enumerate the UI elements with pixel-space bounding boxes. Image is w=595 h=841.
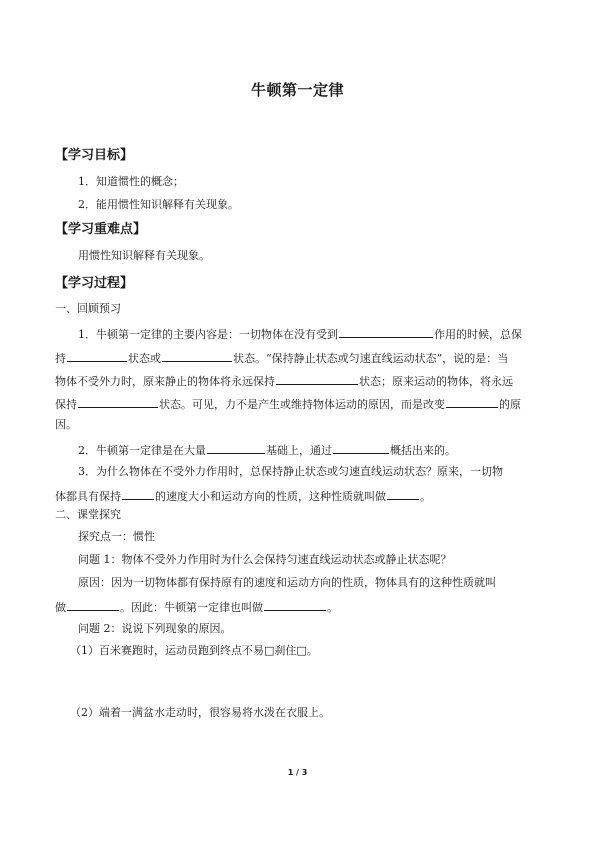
answer-blank[interactable] (78, 396, 158, 408)
q1-text-f: 物体不受外力时，原来静止的物体将永远保持 (55, 375, 275, 388)
q1-text-g: 状态；原来运动的物体，将永远 (359, 375, 513, 388)
reason-line2 (55, 599, 338, 615)
inquiry-point-1: 探究点一：惯性 (78, 530, 155, 543)
q1-text-i: 状态。可见，力不是产生或维持物体运动的原因，而是改变 (159, 398, 445, 411)
q2-text-b: 基础上，通过 (266, 444, 332, 457)
q1-line5: 因。 (55, 418, 77, 431)
phenomenon-item-1: （1）百米赛跑时，运动员跑到终点不易□刹住□。 (70, 644, 318, 657)
part2-heading: 二、课堂探究 (55, 508, 121, 521)
answer-blank[interactable] (446, 396, 498, 408)
answer-blank[interactable] (67, 599, 119, 611)
reason-text-c: 。 (327, 601, 338, 614)
reason-line1: 原因：因为一切物体都有保持原有的速度和运动方向的性质，物体具有的这种性质就叫 (78, 576, 496, 589)
page-title: 牛顿第一定律 (250, 81, 344, 99)
page-number: 1 / 3 (287, 768, 308, 777)
q1-line1 (78, 326, 522, 342)
goal-item-1: 1．知道惯性的概念； (78, 175, 184, 188)
answer-blank[interactable] (162, 350, 232, 362)
q1-line2 (55, 350, 508, 366)
q1-text-e: 状态。“保持静止状态或匀速直线运动状态”，说的是：当 (233, 352, 509, 365)
q1-text-c: 持 (55, 352, 66, 365)
answer-blank[interactable] (333, 442, 389, 454)
reason-text-a: 做 (55, 601, 66, 614)
q2-text-a: 2．牛顿第一定律是在大量 (78, 444, 206, 457)
q1-text-h: 保持 (55, 398, 77, 411)
answer-blank[interactable] (264, 599, 326, 611)
q3-line1: 3．为什么物体在不受外力作用时，总保持静止状态或匀速直线运动状态？原来，一切物 (78, 465, 503, 478)
q1-text-b: 作用的时候，总保 (434, 328, 522, 341)
q1-line4 (55, 396, 521, 412)
q3-text-a: 体都具有保持 (55, 490, 121, 503)
q2-text-c: 概括出来的。 (390, 444, 456, 457)
answer-blank[interactable] (339, 326, 433, 338)
q1-text-a: 1．牛顿第一定律的主要内容是：一切物体在没有受到 (78, 328, 338, 341)
problem-1: 问题 1：物体不受外力作用时为什么会保持匀速直线运动状态或静止状态呢？ (78, 553, 452, 566)
q3-text-c: 。 (420, 490, 431, 503)
q2-line (78, 442, 456, 458)
section-key-points: 【学习重难点】 (55, 222, 147, 237)
key-point-text: 用惯性知识解释有关现象。 (78, 249, 210, 262)
section-learning-process: 【学习过程】 (55, 276, 134, 291)
part1-heading: 一、回顾预习 (55, 302, 121, 315)
answer-blank[interactable] (387, 488, 419, 500)
q3-line2 (55, 488, 431, 504)
problem-2: 问题 2：说说下列现象的原因。 (78, 622, 232, 635)
phenomenon-item-2: （2）端着一满盆水走动时，很容易将水泼在衣服上。 (70, 706, 330, 719)
section-learning-goals: 【学习目标】 (55, 148, 134, 163)
answer-blank[interactable] (207, 442, 265, 454)
answer-blank[interactable] (122, 488, 154, 500)
answer-blank[interactable] (67, 350, 127, 362)
goal-item-2: 2．能用惯性知识解释有关现象。 (78, 198, 239, 211)
q1-text-j: 的原 (499, 398, 521, 411)
reason-text-b: 。因此：牛顿第一定律也叫做 (120, 601, 263, 614)
q3-text-b: 的速度大小和运动方向的性质，这种性质就叫做 (155, 490, 386, 503)
q1-text-d: 状态或 (128, 352, 161, 365)
answer-blank[interactable] (276, 373, 358, 385)
q1-line3 (55, 373, 513, 389)
